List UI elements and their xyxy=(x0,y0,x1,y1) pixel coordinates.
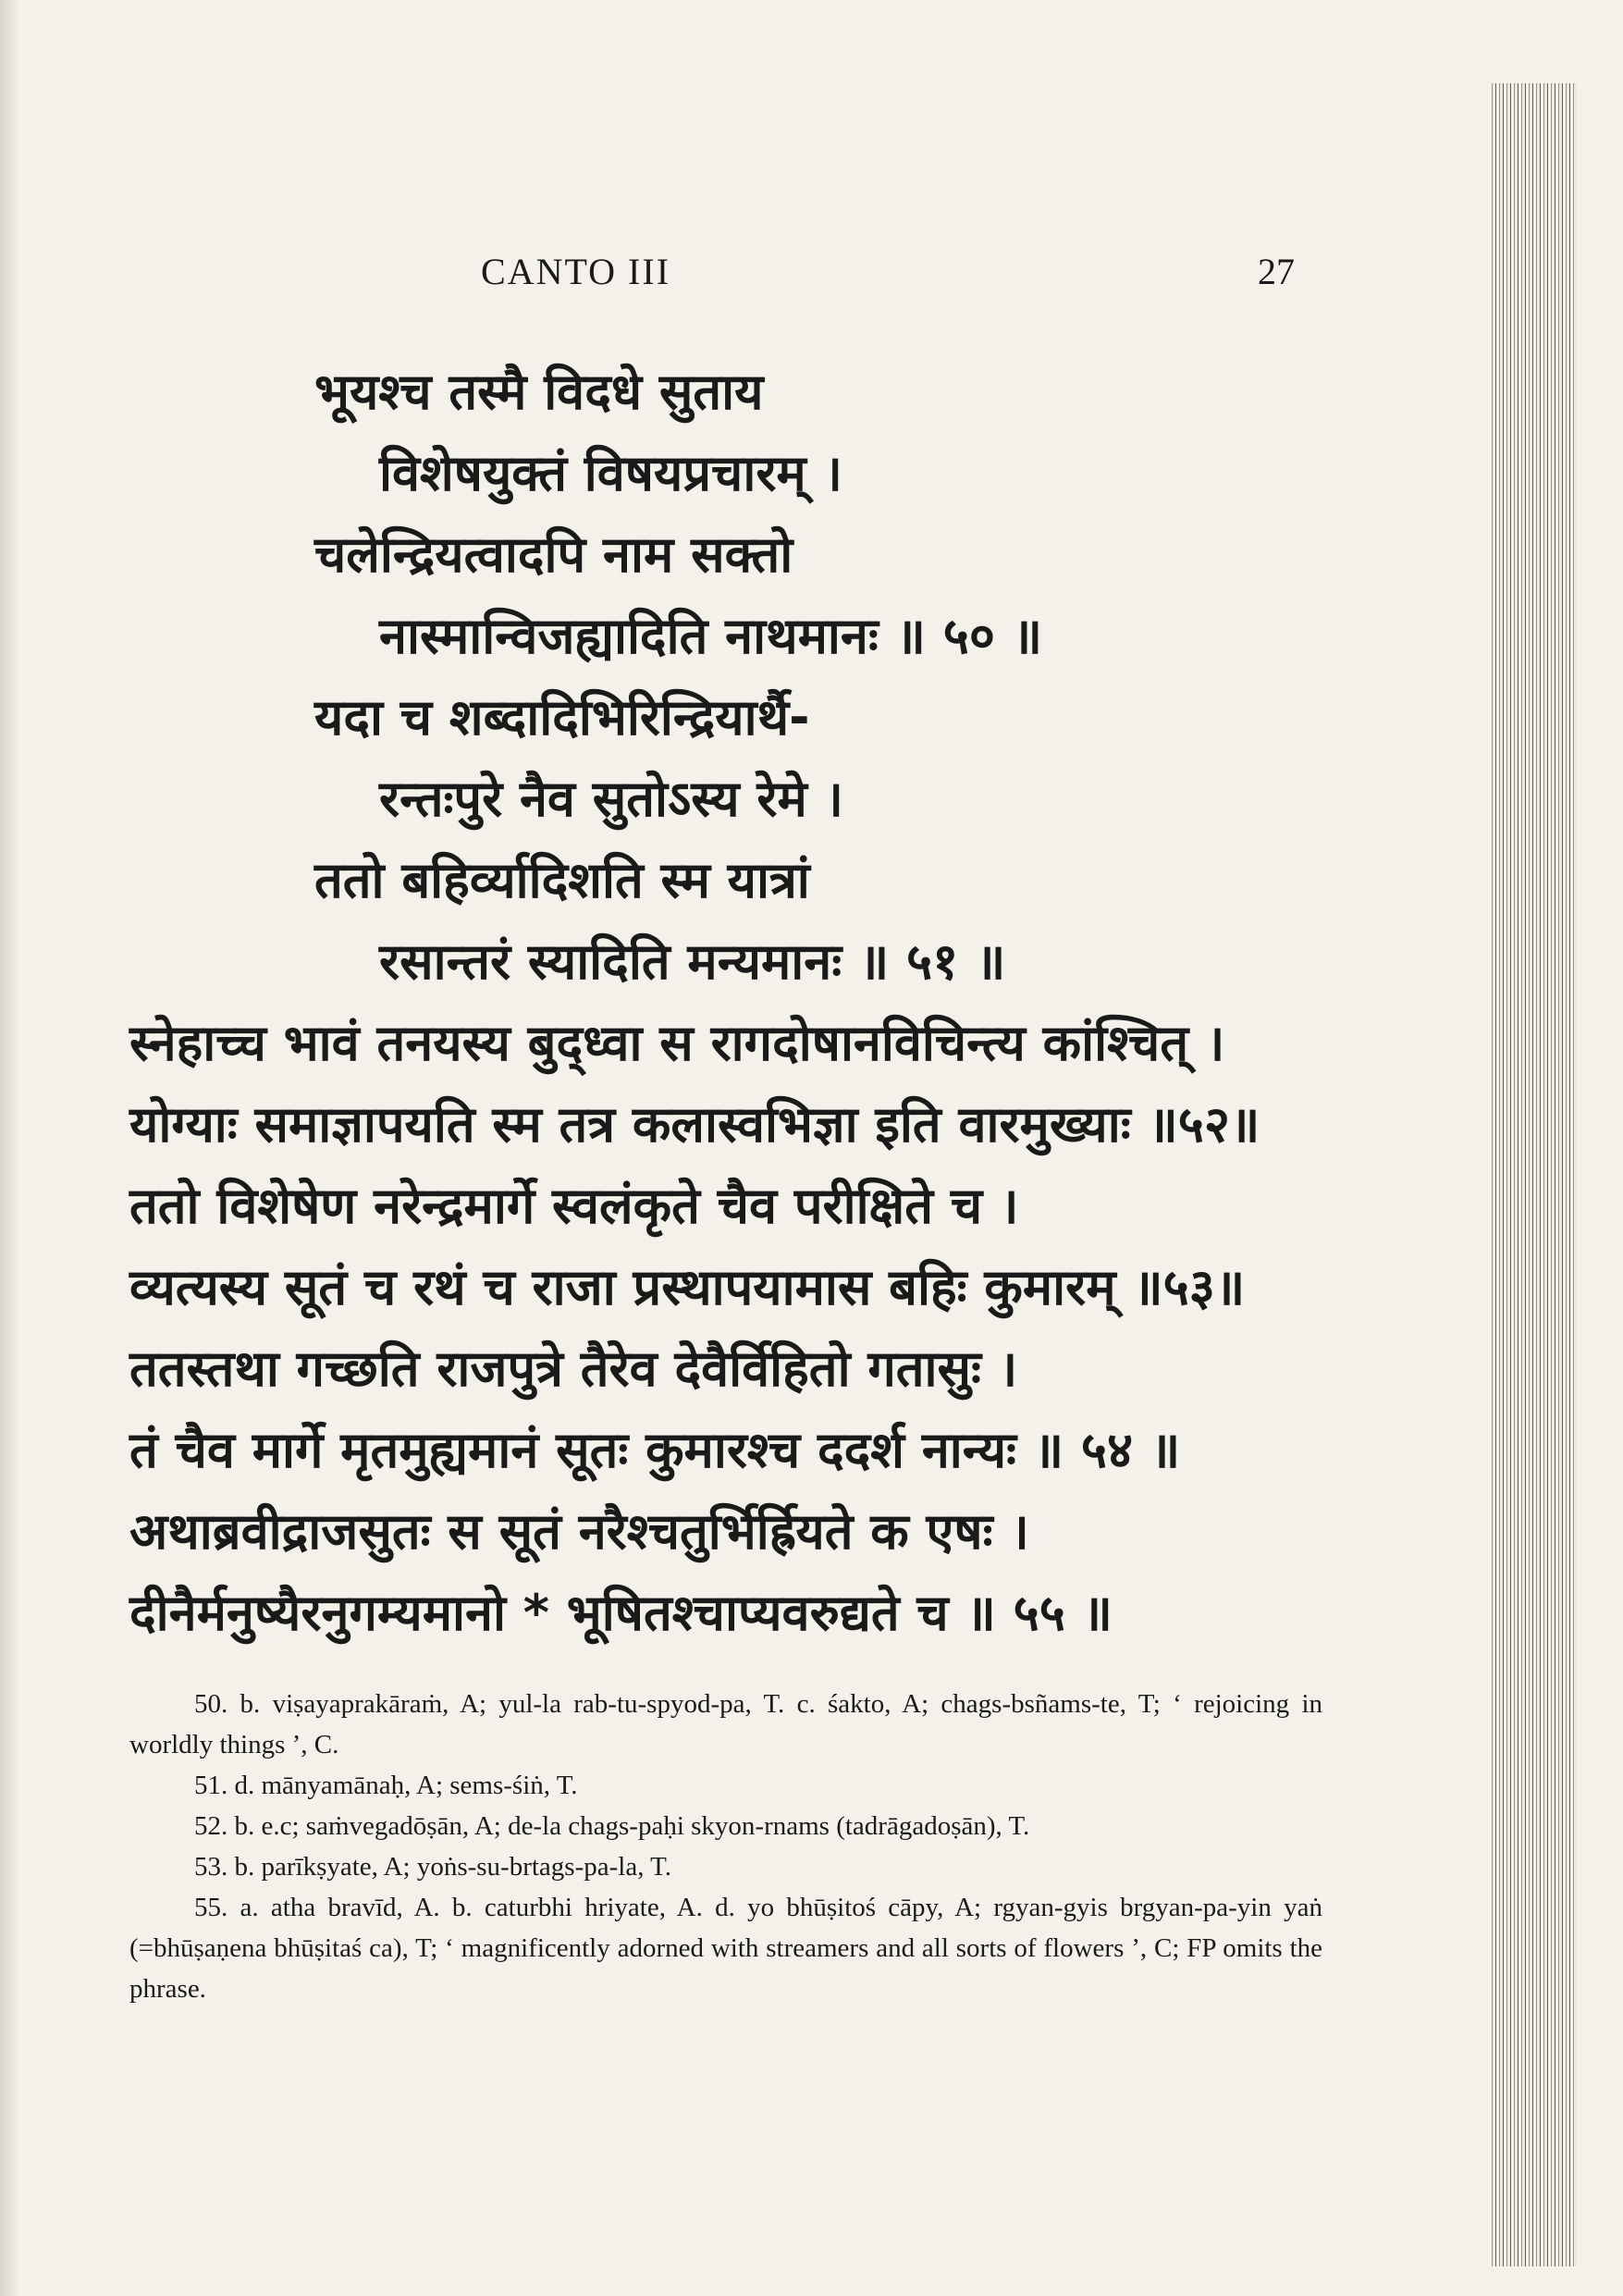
verse-line: चलेन्द्रियत्वादपि नाम सक्तो xyxy=(314,525,793,584)
verse-line: ततो बहिर्व्यादिशति स्म यात्रां xyxy=(314,851,810,909)
verse-line: यदा च शब्दादिभिरिन्द्रियार्थै- xyxy=(314,688,810,747)
running-title: CANTO III xyxy=(481,251,671,292)
verse-line: ततस्तथा गच्छति राजपुत्रे तैरेव देवैर्विहितो गतासुः । xyxy=(129,1339,1018,1398)
page-number: 27 xyxy=(1258,251,1295,292)
footnote: 53. b. parīkṣyate, A; yoṅs-su-brtags-pa-la, T. xyxy=(194,1852,671,1882)
verse-line: व्यत्यस्य सूतं च रथं च राजा प्रस्थापयामास बहिः कुमारम् ॥५३॥ xyxy=(129,1258,1246,1316)
verse-line: रन्तःपुरे नैव सुतोऽस्य रेमे । xyxy=(379,770,844,828)
verse-line: तं चैव मार्गे मृतमुह्यमानं सूतः कुमारश्च ददर्श नान्यः ॥ ५४ ॥ xyxy=(129,1421,1181,1479)
footnotes xyxy=(129,1684,1322,2009)
verse-line: नास्मान्विजह्यादिति नाथमानः ॥ ५० ॥ xyxy=(379,607,1043,665)
verse-line: विशेषयुक्तं विषयप्रचारम् । xyxy=(379,444,842,502)
verse-line: भूयश्च तस्मै विदधे सुताय xyxy=(314,363,764,421)
footnote: 52. b. e.c; saṁvegadōṣān, A; de-la chags-paḥi skyon-rnams (tadrāgadoṣān), T. xyxy=(194,1811,1030,1841)
footnote: 50. b. viṣayaprakāraṁ, A; yul-la rab-tu-spyod-pa, T. c. śakto, A; chags-bsñams-te, T; ‘ rejoicing in worldly things ’, C. xyxy=(129,1689,1322,1759)
book-binding-edge xyxy=(1489,83,1577,2266)
verse-line: योग्याः समाज्ञापयति स्म तत्र कलास्वभिज्ञा इति वारमुख्याः ॥५२॥ xyxy=(129,1095,1260,1154)
verse-line: दीनैर्मनुष्यैरनुगम्यमानो * भूषितश्चाप्यवरुद्यते च ॥ ५५ ॥ xyxy=(129,1584,1113,1642)
verse-line: रसान्तरं स्यादिति मन्यमानः ॥ ५१ ॥ xyxy=(379,932,1006,991)
footnote: 55. a. atha bravīd, A. b. caturbhi hriyate, A. d. yo bhūṣitoś cāpy, A; rgyan-gyis brgyan-pa-yin yaṅ (=bhūṣaṇena bhūṣitaś ca), T; ‘ magnificently adorned with streamers and all sorts of flowers ’, C; FP omits the phrase. xyxy=(129,1893,1322,2004)
verse-line: अथाब्रवीद्राजसुतः स सूतं नरैश्चतुर्भिर्ह्रियते क एषः । xyxy=(129,1502,1029,1561)
verse-line: स्नेहाच्च भावं तनयस्य बुद्ध्वा स रागदोषानविचिन्त्य कांश्चित् । xyxy=(129,1014,1225,1072)
page-header xyxy=(481,250,1295,305)
scan-edge xyxy=(0,0,20,2296)
verse-line: ततो विशेषेण नरेन्द्रमार्गे स्वलंकृते चैव परीक्षिते च । xyxy=(129,1177,1019,1235)
sanskrit-verses xyxy=(129,352,1332,1654)
footnote: 51. d. mānyamānaḥ, A; sems-śiṅ, T. xyxy=(194,1771,578,1800)
